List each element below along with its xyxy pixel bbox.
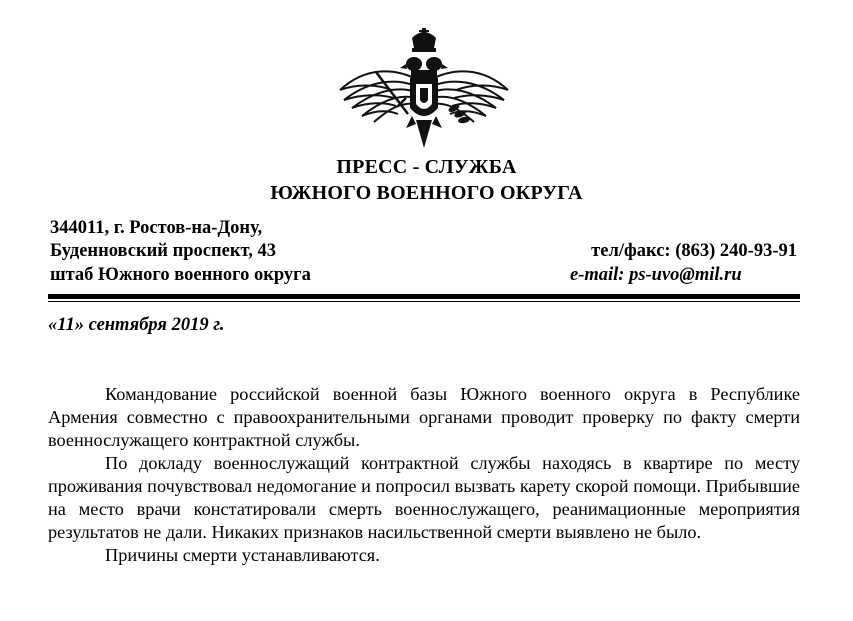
- press-service-title: ПРЕСС - СЛУЖБА: [336, 156, 517, 178]
- eagle-emblem-icon: [336, 28, 512, 150]
- crown-icon: [412, 28, 436, 52]
- district-title: ЮЖНОГО ВОЕННОГО ОКРУГА: [270, 182, 583, 204]
- eagle-tail-icon: [406, 116, 442, 148]
- body-paragraph: Командование российской военной базы Южного военного округа в Республике Армения совместно с правоохранительными органами проводит проверку по факту смерти военнослужащего контрактной службы.: [48, 384, 800, 450]
- header-divider-thick: [48, 294, 800, 299]
- shield-icon: [410, 78, 438, 116]
- header-divider-thin: [48, 301, 800, 302]
- right-wing-icon: [430, 71, 508, 122]
- address-line-1: 344011, г. Ростов-на-Дону,: [50, 218, 263, 238]
- phone-fax: тел/факс: (863) 240-93-91: [591, 241, 797, 261]
- document-body: [48, 383, 800, 567]
- document-date: «11» сентября 2019 г.: [48, 315, 225, 335]
- address-line-3: штаб Южного военного округа: [50, 265, 311, 285]
- email-address: e-mail: ps-uvo@mil.ru: [570, 265, 742, 285]
- address-line-2: Буденновский проспект, 43: [50, 241, 276, 261]
- body-paragraph: Причины смерти устанавливаются.: [105, 545, 380, 565]
- left-wing-icon: [340, 71, 418, 122]
- body-paragraph: По докладу военнослужащий контрактной службы находясь в квартире по месту проживания почувствовал недомогание и попросил вызвать карету скорой помощи. Прибывшие на место врачи констатировали смерть военнослужащего, реанимационные мероприятия результатов не дали. Никаких признаков насильственной смерти выявлено не было.: [48, 453, 800, 542]
